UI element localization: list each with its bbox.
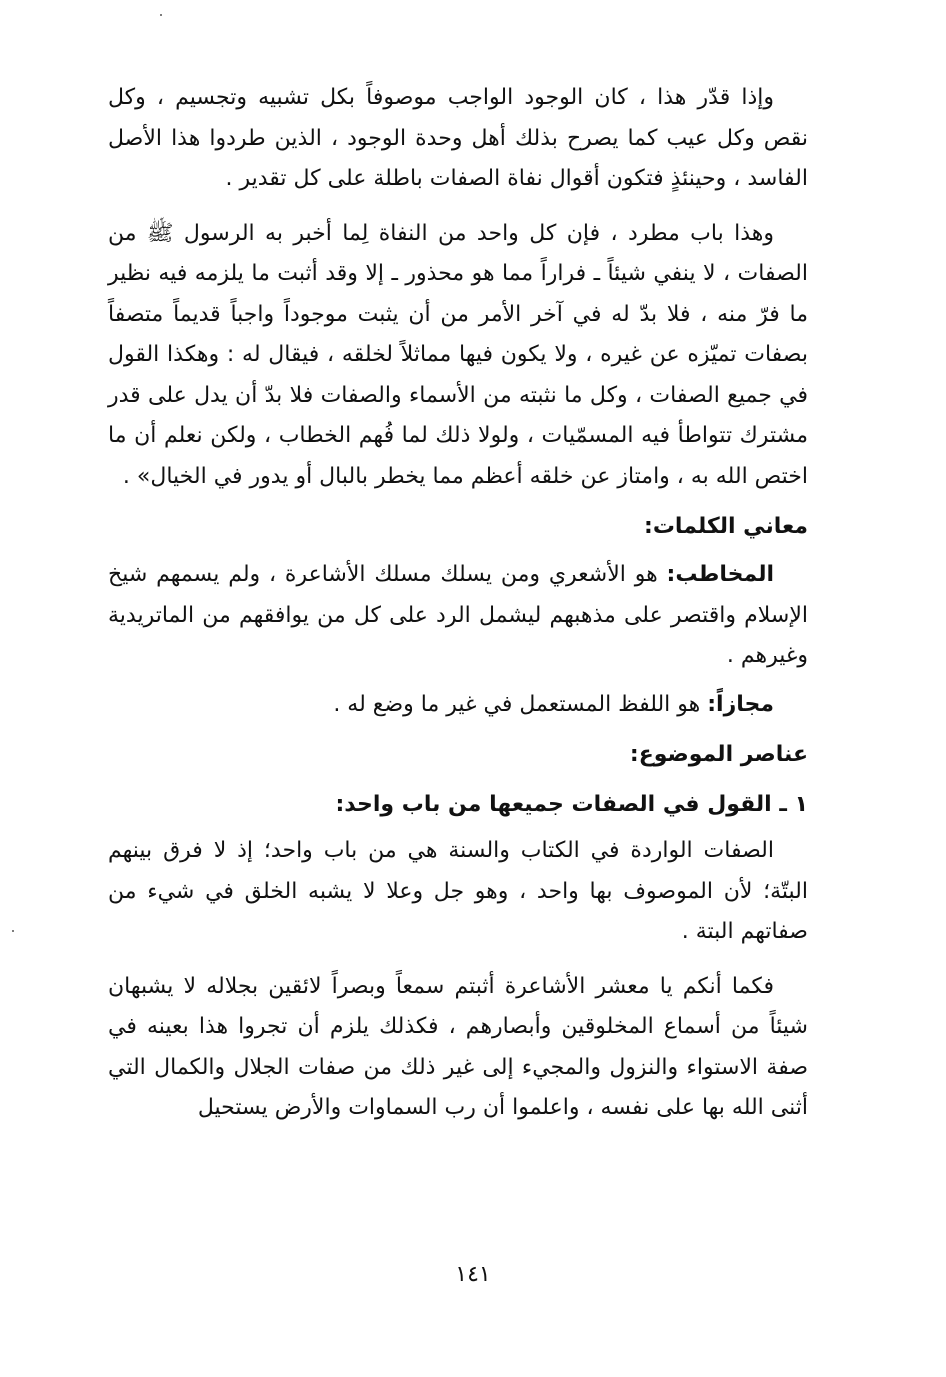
definition-term-addressee: المخاطب:: [666, 562, 774, 587]
paragraph-ashari-argument: فكما أنكم يا معشر الأشاعرة أثبتم سمعاً وبصراً لائقين بجلاله لا يشبهان شيئاً من أسماع المخلوقين وأبصارهم ، فكذلك يلزم أن تجروا هذا بعينه في صفة الاستواء والنزول والمجيء إلى غير ذلك من صفات الجلال والكمال التي أثنى الله بها على نفسه ، واعلموا أن رب السماوات والأرض يستحيل: [108, 973, 808, 1120]
definition-term-metaphor: مجازاً:: [707, 691, 774, 717]
heading-element-one: ١ ـ القول في الصفات جميعها من باب واحد:: [335, 792, 808, 817]
paragraph-attributes-one-category: الصفات الواردة في الكتاب والسنة هي من باب واحد؛ إذ لا فرق بينهم البتّة؛ لأن الموصوف بها واحد ، وهو جل وعلا لا يشبه الخلق في شيء من صفاتهم البتة .: [108, 838, 808, 944]
paragraph-necessary-existence: وإذا قدّر هذا ، كان الوجود الواجب موصوفاً بكل تشبيه وتجسيم ، وكل نقص وكل عيب كما يصرح بذلك أهل وحدة الوجود ، الذين طردوا هذا الأصل الفاسد ، وحينئذٍ فتكون أقوال نفاة الصفات باطلة على كل تقدير .: [108, 85, 808, 191]
book-page-body: [108, 78, 808, 1129]
paragraph-consistent-rule: وهذا باب مطرد ، فإن كل واحد من النفاة لِما أخبر به الرسول ﷺ من الصفات ، لا ينفي شيئاً ـ فراراً مما هو محذور ـ إلا وقد أثبت ما يلزمه فيه نظير ما فرّ منه ، فلا بدّ له في آخر الأمر من أن يثبت موجوداً واجباً قديماً متصفاً بصفات تميّزه عن غيره ، ولا يكون فيها مماثلاً لخلقه ، فيقال له : وهكذا القول في جميع الصفات ، وكل ما نثبته من الأسماء والصفات فلا بدّ أن يدل على قدر مشترك تتواطأ فيه المسمّيات ، ولولا ذلك لما فُهم الخطاب ، ولكن نعلم أن ما اختص الله به ، وامتاز عن خلقه أعظم مما يخطر بالبال أو يدور في الخيال» .: [108, 220, 808, 489]
definition-addressee: [108, 555, 808, 677]
scan-speck-left: [12, 930, 14, 932]
definition-text-addressee: هو الأشعري ومن يسلك مسلك الأشاعرة ، ولم يسمهم شيخ الإسلام واقتصر على مذهبهم ليشمل الرد على كل من يوافقهم من الماتريدية وغيرهم .: [108, 562, 808, 668]
heading-topic-elements: عناصر الموضوع:: [629, 742, 808, 767]
scan-speck-top: [160, 14, 162, 16]
definition-text-metaphor: هو اللفظ المستعمل في غير ما وضع له .: [333, 691, 708, 717]
heading-word-meanings: معاني الكلمات:: [644, 514, 808, 539]
page-number: ١٤١: [455, 1262, 491, 1287]
definition-metaphor: [108, 685, 808, 726]
